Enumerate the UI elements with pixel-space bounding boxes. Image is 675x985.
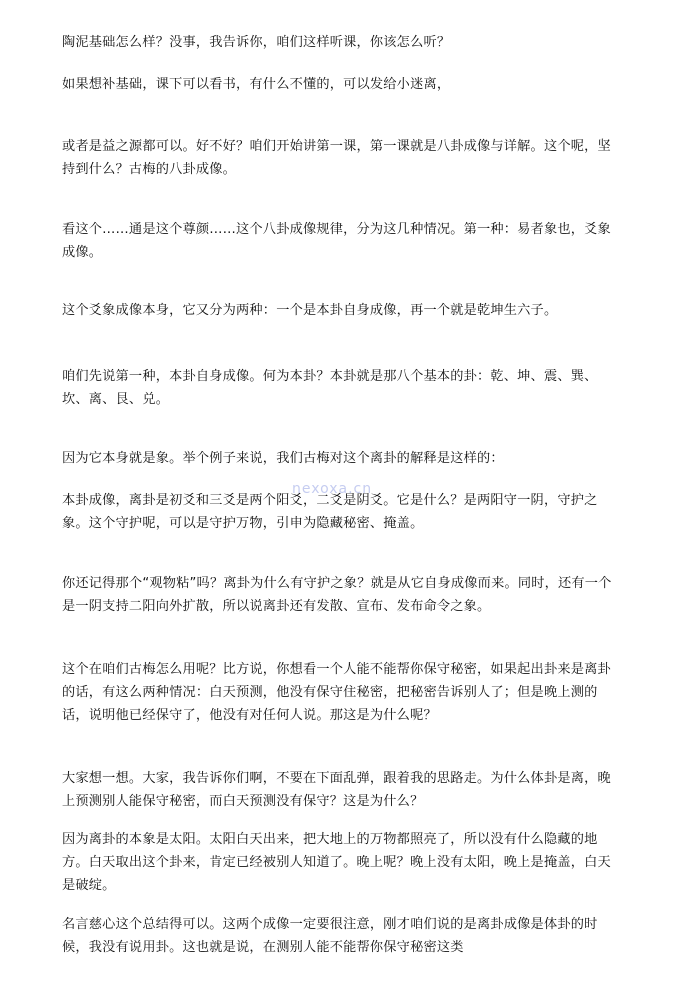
paragraph-6: 咱们先说第一种，本卦自身成像。何为本卦？本卦就是那八个基本的卦：乾、坤、震、巽、坎、离、艮、兑。 [62,369,598,407]
paragraph-3: 或者是益之源都可以。好不好？咱们开始讲第一课，第一课就是八卦成像与详解。这个呢，坚持到什么？古梅的八卦成像。 [62,139,611,177]
paragraph-8: 本卦成像，离卦是初爻和三爻是两个阳爻，二爻是阴爻。它是什么？是两阳守一阴，守护之象。这个守护呢，可以是守护万物，引申为隐藏秘密、掩盖。 [62,493,598,531]
paragraph-1: 陶泥基础怎么样？没事，我告诉你，咱们这样听课，你该怎么听？ [62,35,451,50]
paragraph-5: 这个爻象成像本身，它又分为两种：一个是本卦自身成像，再一个就是乾坤生六子。 [62,303,558,318]
paragraph-13: 名言慈心这个总结得可以。这两个成像一定要很注意，刚才咱们说的是离卦成像是体卦的时候，我没有说用卦。这也就是说，在测别人能不能帮你保守秘密这类 [62,917,598,955]
paragraph-4: 看这个……通是这个尊颜……这个八卦成像规律，分为这几种情况。第一种：易者象也，爻象成像。 [62,222,611,260]
paragraph-11: 大家想一想。大家，我告诉你们啊，不要在下面乱弹，跟着我的思路走。为什么体卦是离，晚上预测别人能保守秘密，而白天预测没有保守？这是为什么？ [62,771,611,809]
paragraph-10: 这个在咱们古梅怎么用呢？比方说，你想看一个人能不能帮你保守秘密，如果起出卦来是离卦的话，有这么两种情况：白天预测，他没有保守住秘密，把秘密告诉别人了；但是晚上测的话，说明他已经保守了，他没有对任何人说。那这是为什么呢？ [62,662,611,723]
paragraph-12: 因为离卦的本象是太阳。太阳白天出来，把大地上的万物都照亮了，所以没有什么隐藏的地方。白天取出这个卦来，肯定已经被别人知道了。晚上呢？晚上没有太阳，晚上是掩盖，白天是破绽。 [62,832,611,893]
watermark-text: nexoxa.cn [292,481,373,497]
paragraph-2: 如果想补基础，课下可以看书，有什么不懂的，可以发给小迷离， [62,77,451,92]
paragraph-9: 你还记得那个“观物粘”吗？离卦为什么有守护之象？就是从它自身成像而来。同时，还有一个是一阴支持二阳向外扩散，所以说离卦还有发散、宣布、发布命令之象。 [62,576,612,614]
paragraph-7: 因为它本身就是象。举个例子来说，我们古梅对这个离卦的解释是这样的： [62,451,504,466]
